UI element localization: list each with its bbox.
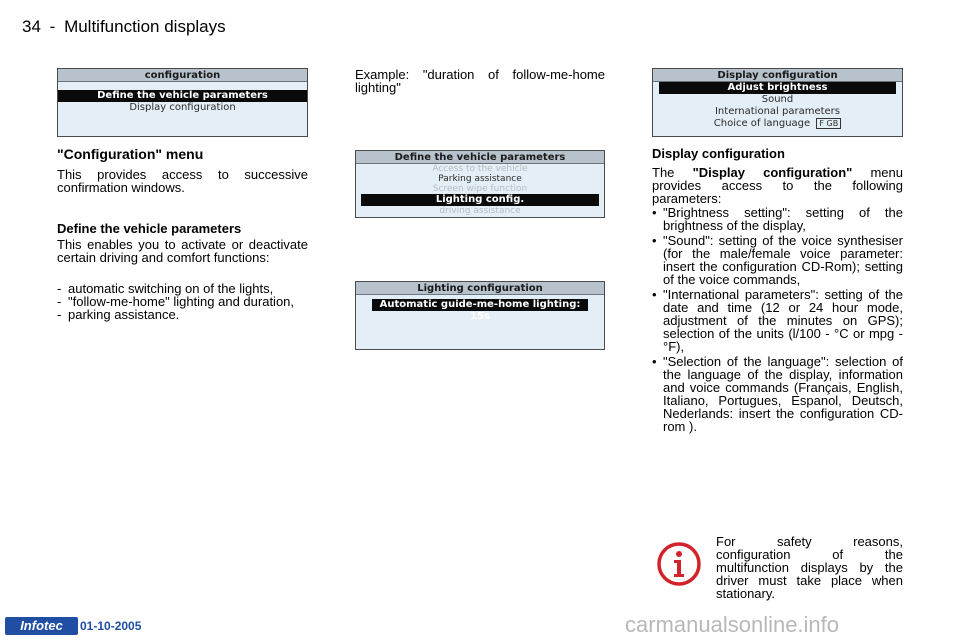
page-title: Multifunction displays bbox=[64, 17, 226, 36]
flag-icon: F GB bbox=[816, 118, 841, 129]
header-separator: - bbox=[49, 17, 56, 36]
configuration-menu-intro: This provides access to successive confirmation windows. bbox=[57, 167, 308, 195]
screen-title: Define the vehicle parameters bbox=[356, 151, 604, 164]
screen-title: Display configuration bbox=[653, 69, 902, 82]
screen-item: Parking assistance bbox=[438, 174, 522, 184]
example-text: Example: "duration of follow-me-home lighting" bbox=[355, 67, 605, 95]
screen-item: Define the vehicle parameters bbox=[58, 90, 307, 102]
display-configuration-screen bbox=[652, 68, 903, 137]
screen-item: Lighting config. bbox=[361, 194, 599, 206]
list-item: - "follow-me-home" lighting and duration, bbox=[57, 295, 308, 308]
define-vehicle-screen bbox=[355, 150, 605, 218]
intro-bold: "Display configuration" bbox=[692, 165, 853, 180]
configuration-menu-title: "Configuration" menu bbox=[57, 146, 204, 162]
display-configuration-list bbox=[652, 206, 903, 433]
safety-note: For safety reasons, configuration of the multifunction displays by the driver must take place when stationary. bbox=[716, 534, 903, 601]
screen-item: Sound bbox=[761, 94, 794, 105]
screen-item-label: Choice of language bbox=[713, 118, 811, 129]
list-item: - parking assistance. bbox=[57, 308, 308, 321]
page-number: 34 bbox=[22, 17, 41, 36]
infotec-logo: Infotec bbox=[5, 617, 78, 635]
list-item: • "International parameters": setting of the date and time (12 or 24 hour mode, adjustment of the minutes on GPS); selection of the units (l/100 - °C or mpg - °F), bbox=[652, 288, 903, 353]
display-configuration-intro bbox=[652, 166, 903, 205]
define-vehicle-intro: This enables you to activate or deactivate certain driving and comfort functions: bbox=[57, 237, 308, 265]
page-header bbox=[22, 17, 230, 37]
screen-item: Adjust brightness bbox=[659, 82, 896, 94]
screen-item: Screen wipe function bbox=[432, 184, 528, 194]
list-item: • "Sound": setting of the voice synthesiser (for the male/female voice parameter: insert the configuration CD-Rom); setting of the voice commands, bbox=[652, 234, 903, 286]
screen-item bbox=[653, 118, 902, 130]
screen-item: Display configuration bbox=[129, 102, 236, 113]
footer-date: 01-10-2005 bbox=[80, 619, 142, 633]
screen-item: International parameters bbox=[714, 106, 840, 117]
list-item: • "Brightness setting": setting of the brightness of the display, bbox=[652, 206, 903, 232]
configuration-screen bbox=[57, 68, 308, 137]
define-vehicle-heading: Define the vehicle parameters bbox=[57, 221, 242, 236]
screen-title: Lighting configuration bbox=[356, 282, 604, 295]
screen-item: driving assistance bbox=[439, 206, 521, 216]
intro-post: menu provides access to the following parameters: bbox=[652, 165, 903, 206]
display-configuration-heading: Display configuration bbox=[652, 146, 785, 161]
screen-title: configuration bbox=[58, 69, 307, 82]
list-item: • "Selection of the language": selection of the language of the display, information and voice commands (Français, English, Italiano, Portugues, Espanol, Deutsch, Nederlands: insert the configuration CD-rom ). bbox=[652, 355, 903, 433]
list-item: - automatic switching on of the lights, bbox=[57, 282, 308, 295]
intro-pre: The bbox=[652, 165, 693, 180]
screen-item: Automatic guide-me-home lighting: 15s bbox=[372, 299, 588, 311]
lighting-screen bbox=[355, 281, 605, 350]
info-icon bbox=[656, 541, 702, 587]
watermark: carmanualsonline.info bbox=[625, 612, 840, 637]
screen-item: Access to the vehicle bbox=[432, 164, 528, 174]
define-vehicle-list bbox=[57, 282, 308, 321]
